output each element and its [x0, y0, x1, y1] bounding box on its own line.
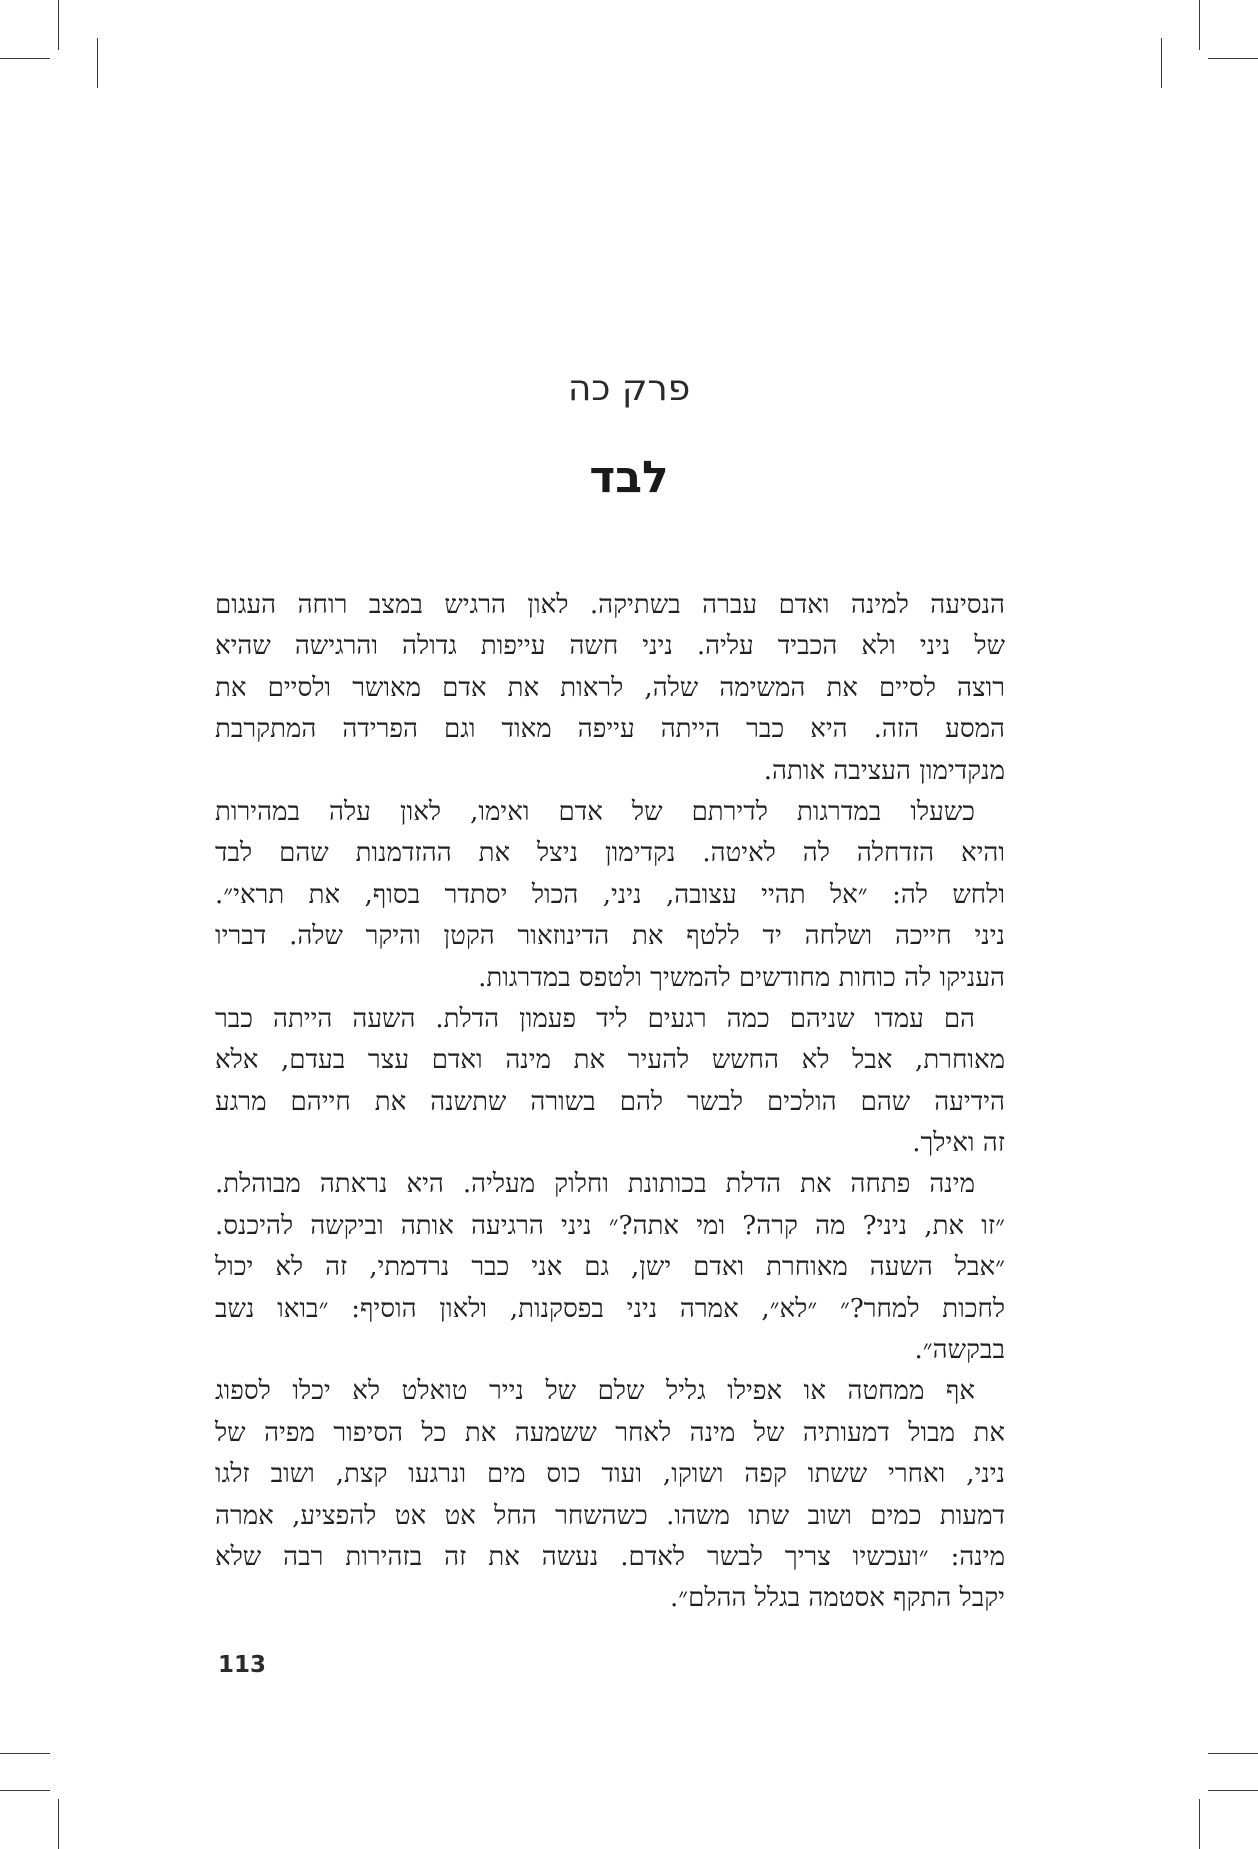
text-line: מנקדימון העציבה אותה.	[763, 755, 1005, 786]
text-line: הם עמדו שניהם כמה רגעים ליד פעמון הדלת. השעה הייתה כבר	[215, 1003, 975, 1034]
crop-mark	[0, 1753, 50, 1754]
crop-mark	[1199, 0, 1200, 50]
text-line: כשעלו במדרגות לדירתם של אדם ואימו, לאון עלה במהירות	[215, 796, 975, 827]
crop-mark	[1208, 1753, 1258, 1754]
chapter-title: לבד	[589, 452, 669, 503]
paragraph	[215, 1164, 1005, 1371]
text-line: מינה: ״ועכשיו צריך לבשר לאדם. נעשה את זה בזהירות רבה שלא	[215, 1541, 1005, 1572]
text-line: בבקשה״.	[914, 1335, 1005, 1366]
text-line: ניני, ואחרי ששתו קפה ושוקו, ועוד כוס מים ונרגעו קצת, ושוב זלגו	[215, 1459, 1005, 1490]
paragraph	[215, 999, 1005, 1165]
text-line: העניקו לה כוחות מחודשים להמשיך ולטפס במדרגות.	[478, 962, 1005, 993]
paragraph	[215, 585, 1005, 792]
paragraph	[215, 792, 1005, 999]
paragraph	[215, 1371, 1005, 1619]
text-line: המסע הזה. היא כבר הייתה עייפה מאוד וגם הפרידה המתקרבת	[215, 714, 1005, 745]
crop-mark	[58, 1799, 59, 1849]
crop-mark	[1199, 1799, 1200, 1849]
crop-mark	[0, 58, 50, 59]
crop-mark	[97, 38, 98, 88]
body-text	[215, 585, 1005, 1620]
text-line: ולחש לה: ״אל תהיי עצובה, ניני, הכול יסתדר בסוף, את תראי״.	[215, 879, 1005, 910]
crop-mark	[1208, 58, 1258, 59]
text-line: את מבול דמעותיה של מינה לאחר ששמעה את כל הסיפור מפיה של	[215, 1417, 1005, 1448]
text-line: רוצה לסיים את המשימה שלה, לראות את אדם מאושר ולסיים את	[215, 672, 1005, 703]
page-number: 113	[218, 1652, 267, 1678]
text-line: אף ממחטה או אפילו גליל שלם של נייר טואלט לא יכלו לספוג	[215, 1376, 975, 1407]
crop-mark	[58, 0, 59, 50]
text-line: מינה פתחה את הדלת בכותונת וחלוק מעליה. היא נראתה מבוהלת.	[215, 1169, 975, 1200]
text-line: ״זו את, ניני? מה קרה? ומי אתה?״ ניני הרגיעה אותה וביקשה להיכנס.	[215, 1210, 1005, 1241]
text-line: והיא הזדחלה לה לאיטה. נקדימון ניצל את ההזדמנות שהם לבד	[215, 838, 1005, 869]
text-line: ניני חייכה ושלחה יד ללטף את הדינוזאור הקטן והיקר שלה. דבריו	[215, 921, 1005, 952]
text-line: יקבל התקף אסטמה בגלל ההלם״.	[669, 1583, 1005, 1614]
crop-mark	[0, 1790, 50, 1791]
text-line: לחכות למחר?״ ״לא״, אמרה ניני בפסקנות, ולאון הוסיף: ״בואו נשב	[215, 1293, 1005, 1324]
chapter-label: פרק כה	[567, 368, 691, 409]
text-line: הידיעה שהם הולכים לבשר להם בשורה שתשנה את חייהם מרגע	[215, 1086, 1005, 1117]
text-line: זה ואילך.	[912, 1128, 1005, 1159]
crop-mark	[1161, 38, 1162, 88]
text-line: מאוחרת, אבל לא החשש להעיר את מינה ואדם עצר בעדם, אלא	[215, 1045, 1005, 1076]
text-line: דמעות כמים ושוב שתו משהו. כשהשחר החל אט אט להפציע, אמרה	[215, 1500, 1005, 1531]
crop-mark	[1208, 1790, 1258, 1791]
text-line: הנסיעה למינה ואדם עברה בשתיקה. לאון הרגיש במצב רוחה העגום	[215, 590, 1005, 620]
text-line: ״אבל השעה מאוחרת ואדם ישן, גם אני כבר נרדמתי, זה לא יכול	[215, 1252, 1005, 1283]
text-line: של ניני ולא הכביד עליה. ניני חשה עייפות גדולה והרגישה שהיא	[215, 631, 1005, 662]
